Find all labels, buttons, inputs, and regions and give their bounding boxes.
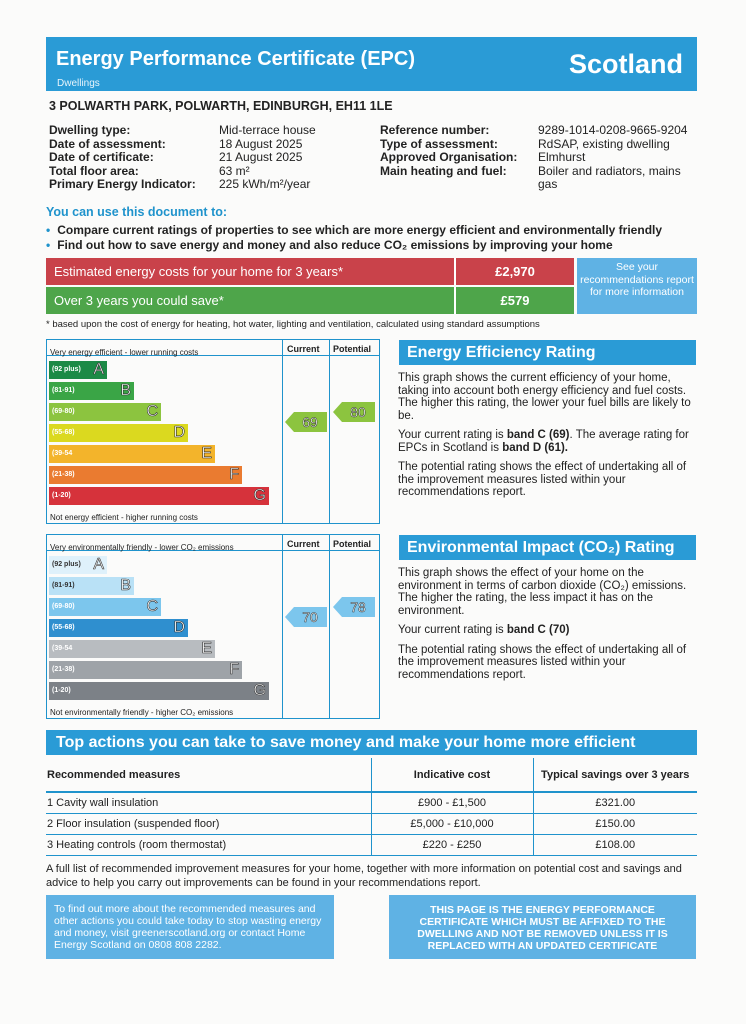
table-row: [46, 813, 697, 834]
recommended-measures-table: [46, 758, 697, 856]
band-letter: A: [93, 361, 104, 378]
band-range: (69-80): [52, 408, 75, 415]
band-range: (55-68): [52, 624, 75, 631]
table-header-row: [46, 758, 697, 792]
detail-value: 63 m²: [219, 163, 250, 178]
band-letter: C: [146, 598, 158, 615]
certificate-title: Energy Performance Certificate (EPC): [56, 48, 416, 70]
rating-band-a: [49, 556, 107, 574]
band-range: (92 plus): [52, 561, 81, 568]
band-range: (92 plus): [52, 366, 81, 373]
rating-band-f: [49, 466, 242, 484]
energy-rating-chart: [46, 339, 380, 524]
saving-label: Over 3 years you could save*: [54, 293, 224, 308]
saving-value: £579: [454, 287, 574, 314]
detail-key: Dwelling type:: [49, 123, 131, 137]
current-column-header: Current: [287, 539, 320, 549]
detail-key: Approved Organisation:: [380, 150, 518, 164]
average-band: band D (61).: [502, 441, 568, 454]
certificate-header: [46, 37, 697, 91]
detail-value: 21 August 2025: [219, 150, 303, 164]
detail-key: Date of assessment:: [49, 136, 166, 151]
energy-paragraph-rating: [398, 429, 694, 454]
chart-bottom-label: Not environmentally friendly - higher CO₂ emissions: [50, 708, 234, 717]
band-letter: D: [173, 619, 185, 636]
detail-value: 18 August 2025: [219, 136, 303, 151]
rating-band-c: [49, 403, 161, 421]
column-divider: [329, 535, 330, 718]
text: . The average rating for EPCs in Scotland is: [398, 429, 689, 454]
band-range: (21-38): [52, 471, 75, 478]
potential-column-header: Potential: [333, 344, 372, 354]
column-header: Recommended measures: [46, 758, 371, 792]
detail-key: Reference number:: [380, 123, 490, 137]
find-out-more-box: To find out more about the recommended measures and other actions you could take today to stop wasting energy and money, visit greenerscotland.org or contact Home Energy Scotland on 0808 808 2282.: [46, 895, 334, 959]
rating-band-c: [49, 598, 161, 616]
column-divider: [282, 340, 283, 523]
rating-value: 69: [302, 414, 318, 430]
potential-rating-arrow: [333, 597, 375, 617]
detail-key: Date of certificate:: [49, 150, 154, 164]
band-range: (21-38): [52, 666, 75, 673]
intro-list: [46, 223, 662, 253]
text: Your current rating is: [398, 429, 507, 441]
rating-band-g: [49, 487, 269, 505]
table-row: [46, 792, 697, 813]
current-band: band C (69): [506, 429, 570, 441]
chart-top-label: Very energy efficient - lower running costs: [50, 348, 199, 357]
cost-cell: £900 - £1,500: [371, 792, 533, 813]
savings-cell: £150.00: [533, 813, 697, 834]
certificate-subtitle: Dwellings: [57, 78, 100, 89]
full-list-note: A full list of recommended improvement measures for your home, together with more information on potential cost and savings and advice to help you carry out improvements can be found in your recommendations report.: [46, 863, 682, 889]
column-header: Indicative cost: [371, 758, 533, 792]
measure-cell: 3 Heating controls (room thermostat): [46, 834, 371, 855]
see-recommendations-box: See your recommendations report for more information: [577, 258, 697, 314]
rating-band-b: [49, 382, 134, 400]
savings-cell: £108.00: [533, 834, 697, 855]
cost-cell: £5,000 - £10,000: [371, 813, 533, 834]
band-letter: B: [120, 382, 131, 399]
saving-bar: [46, 287, 574, 314]
intro-heading: You can use this document to:: [46, 205, 228, 219]
potential-rating-arrow: [333, 402, 375, 422]
detail-value: Boiler and radiators, mains gas: [538, 163, 681, 191]
savings-cell: £321.00: [533, 792, 697, 813]
detail-value: RdSAP, existing dwelling: [538, 136, 670, 151]
rating-band-e: [49, 640, 215, 658]
band-letter: D: [173, 424, 185, 441]
band-letter: E: [201, 445, 212, 462]
details-right-keys: [380, 124, 517, 178]
potential-column-header: Potential: [333, 539, 372, 549]
current-column-header: Current: [287, 344, 320, 354]
rating-band-a: [49, 361, 107, 379]
rating-band-e: [49, 445, 215, 463]
detail-key: Total floor area:: [49, 163, 139, 178]
detail-value: 9289-1014-0208-9665-9204: [538, 123, 688, 137]
chart-bottom-label: Not energy efficient - higher running costs: [50, 513, 198, 522]
band-range: (39-54: [52, 450, 73, 457]
energy-section-heading: Energy Efficiency Rating: [399, 340, 696, 365]
band-range: (81-91): [52, 387, 75, 394]
band-letter: F: [229, 466, 239, 483]
details-left-values: [219, 124, 316, 192]
rating-band-b: [49, 577, 134, 595]
current-rating-arrow: [285, 412, 327, 432]
band-letter: B: [120, 577, 131, 594]
measure-cell: 1 Cavity wall insulation: [46, 792, 371, 813]
band-letter: C: [146, 403, 158, 420]
energy-paragraph: The potential rating shows the effect of undertaking all of the improvement measures listed within your recommendations report.: [398, 461, 687, 498]
rating-value: 78: [350, 599, 366, 615]
rating-band-d: [49, 619, 188, 637]
estimated-cost-label: Estimated energy costs for your home for 3 years*: [54, 264, 344, 279]
band-letter: G: [253, 682, 266, 699]
certificate-notice-box: THIS PAGE IS THE ENERGY PERFORMANCE CERTIFICATE WHICH MUST BE AFFIXED TO THE DWELLING AND NOT BE REMOVED UNLESS IT IS REPLACED WITH AN UPDATED CERTIFICATE: [389, 895, 696, 959]
band-range: (39-54: [52, 645, 73, 652]
intro-bullet: • Compare current ratings of properties to see which are more energy efficient and environmentally friendly: [46, 223, 662, 238]
band-letter: G: [253, 487, 266, 504]
band-letter: E: [201, 640, 212, 657]
country-label: Scotland: [568, 49, 683, 79]
band-range: (69-80): [52, 603, 75, 610]
table-row: [46, 834, 697, 855]
details-left-keys: [49, 124, 196, 192]
band-letter: A: [93, 556, 104, 573]
band-letter: F: [229, 661, 239, 678]
band-range: (81-91): [52, 582, 75, 589]
rating-band-g: [49, 682, 269, 700]
estimated-cost-bar: [46, 258, 574, 285]
rating-value: 80: [350, 404, 366, 420]
rating-value: 70: [302, 609, 318, 625]
top-actions-heading: Top actions you can take to save money and make your home more efficient: [46, 730, 697, 755]
detail-value: Elmhurst: [538, 150, 586, 164]
rating-band-f: [49, 661, 242, 679]
env-section-text: [398, 567, 694, 688]
band-range: (55-68): [52, 429, 75, 436]
env-paragraph-rating: [398, 624, 694, 637]
detail-key: Type of assessment:: [380, 136, 498, 151]
details-right-values: [538, 124, 703, 192]
band-range: (1-20): [52, 687, 71, 694]
text: Your current rating is: [398, 624, 507, 636]
detail-value: Mid-terrace house: [219, 123, 316, 137]
estimated-cost-value: £2,970: [454, 258, 574, 285]
measure-cell: 2 Floor insulation (suspended floor): [46, 813, 371, 834]
property-address: 3 POLWARTH PARK, POLWARTH, EDINBURGH, EH11 1LE: [49, 99, 393, 113]
column-header: Typical savings over 3 years: [533, 758, 697, 792]
intro-bullet: • Find out how to save energy and money and also reduce CO₂ emissions by improving your home: [46, 238, 662, 253]
cost-cell: £220 - £250: [371, 834, 533, 855]
energy-paragraph: This graph shows the current efficiency of your home, taking into account both energy efficiency and fuel costs. The higher this rating, the lower your fuel bills are likely to be.: [398, 372, 691, 422]
current-rating-arrow: [285, 607, 327, 627]
column-divider: [329, 340, 330, 523]
env-paragraph: The potential rating shows the effect of undertaking all of the improvement measures listed within your recommendations report.: [398, 643, 687, 681]
rating-band-d: [49, 424, 188, 442]
band-range: (1-20): [52, 492, 71, 499]
detail-key: Primary Energy Indicator:: [49, 177, 196, 191]
cost-footnote: * based upon the cost of energy for heating, hot water, lighting and ventilation, calculated using standard assumptions: [46, 319, 540, 330]
environmental-rating-chart: [46, 534, 380, 719]
energy-section-text: [398, 372, 694, 506]
detail-value: 225 kWh/m²/year: [219, 177, 311, 191]
current-band: band C (70): [506, 624, 570, 636]
column-divider: [282, 535, 283, 718]
detail-key: Main heating and fuel:: [380, 163, 507, 178]
chart-top-label: Very environmentally friendly - lower CO₂ emissions: [50, 543, 234, 552]
env-paragraph: This graph shows the effect of your home on the environment in terms of carbon dioxide (CO₂) emissions. The higher the rating, the less impact it has on the environment.: [398, 567, 687, 617]
env-section-heading: Environmental Impact (CO₂) Rating: [399, 535, 696, 560]
